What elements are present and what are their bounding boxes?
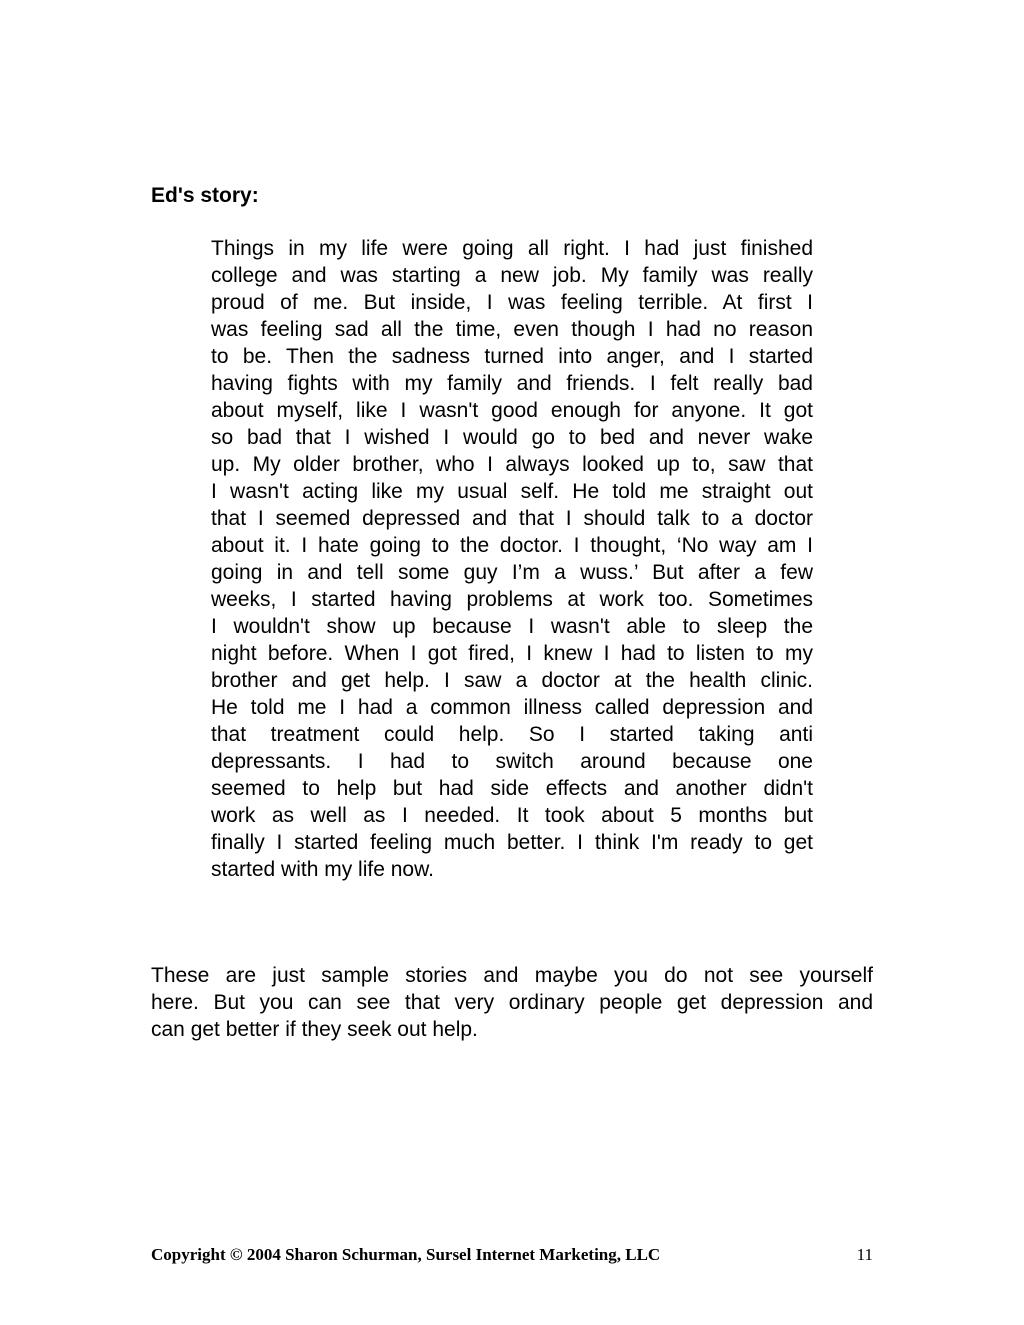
page-number: 11 <box>856 1245 873 1264</box>
story-line: finally I started feeling much better. I think I'm ready to get <box>211 831 813 854</box>
closing-line: can get better if they seek out help. <box>151 1018 478 1041</box>
story-line: up. My older brother, who I always looked up to, saw that <box>211 453 813 476</box>
story-line: weeks, I started having problems at work too. Sometimes <box>211 588 813 611</box>
story-line: work as well as I needed. It took about 5 months but <box>211 804 813 827</box>
story-line: so bad that I wished I would go to bed and never wake <box>211 426 813 449</box>
story-line: about myself, like I wasn't good enough for anyone. It got <box>211 399 813 422</box>
page-footer <box>151 1243 873 1267</box>
story-line: night before. When I got fired, I knew I had to listen to my <box>211 642 813 665</box>
story-line: going in and tell some guy I’m a wuss.’ But after a few <box>211 561 813 584</box>
story-body <box>211 235 813 883</box>
copyright-notice: Copyright © 2004 Sharon Schurman, Sursel Internet Marketing, LLC <box>151 1245 661 1264</box>
story-line: was feeling sad all the time, even though I had no reason <box>211 318 813 341</box>
story-line: I wouldn't show up because I wasn't able to sleep the <box>211 615 813 638</box>
story-line: started with my life now. <box>211 858 434 881</box>
story-line: to be. Then the sadness turned into anger, and I started <box>211 345 813 368</box>
story-heading: Ed's story: <box>151 184 259 207</box>
story-line: I wasn't acting like my usual self. He told me straight out <box>211 480 813 503</box>
closing-line: These are just sample stories and maybe you do not see yourself <box>151 964 873 987</box>
story-line: Things in my life were going all right. I had just finished <box>211 237 813 260</box>
story-line: proud of me. But inside, I was feeling terrible. At first I <box>211 291 813 314</box>
story-line: college and was starting a new job. My family was really <box>211 264 813 287</box>
story-line: about it. I hate going to the doctor. I thought, ‘No way am I <box>211 534 813 557</box>
story-line: that I seemed depressed and that I should talk to a doctor <box>211 507 813 530</box>
closing-line: here. But you can see that very ordinary people get depression and <box>151 991 873 1014</box>
story-line: that treatment could help. So I started taking anti <box>211 723 813 746</box>
story-line: He told me I had a common illness called depression and <box>211 696 813 719</box>
story-line: depressants. I had to switch around because one <box>211 750 813 773</box>
story-line: having fights with my family and friends. I felt really bad <box>211 372 813 395</box>
story-line: seemed to help but had side effects and another didn't <box>211 777 813 800</box>
story-line: brother and get help. I saw a doctor at the health clinic. <box>211 669 813 692</box>
closing-paragraph <box>151 962 873 1043</box>
